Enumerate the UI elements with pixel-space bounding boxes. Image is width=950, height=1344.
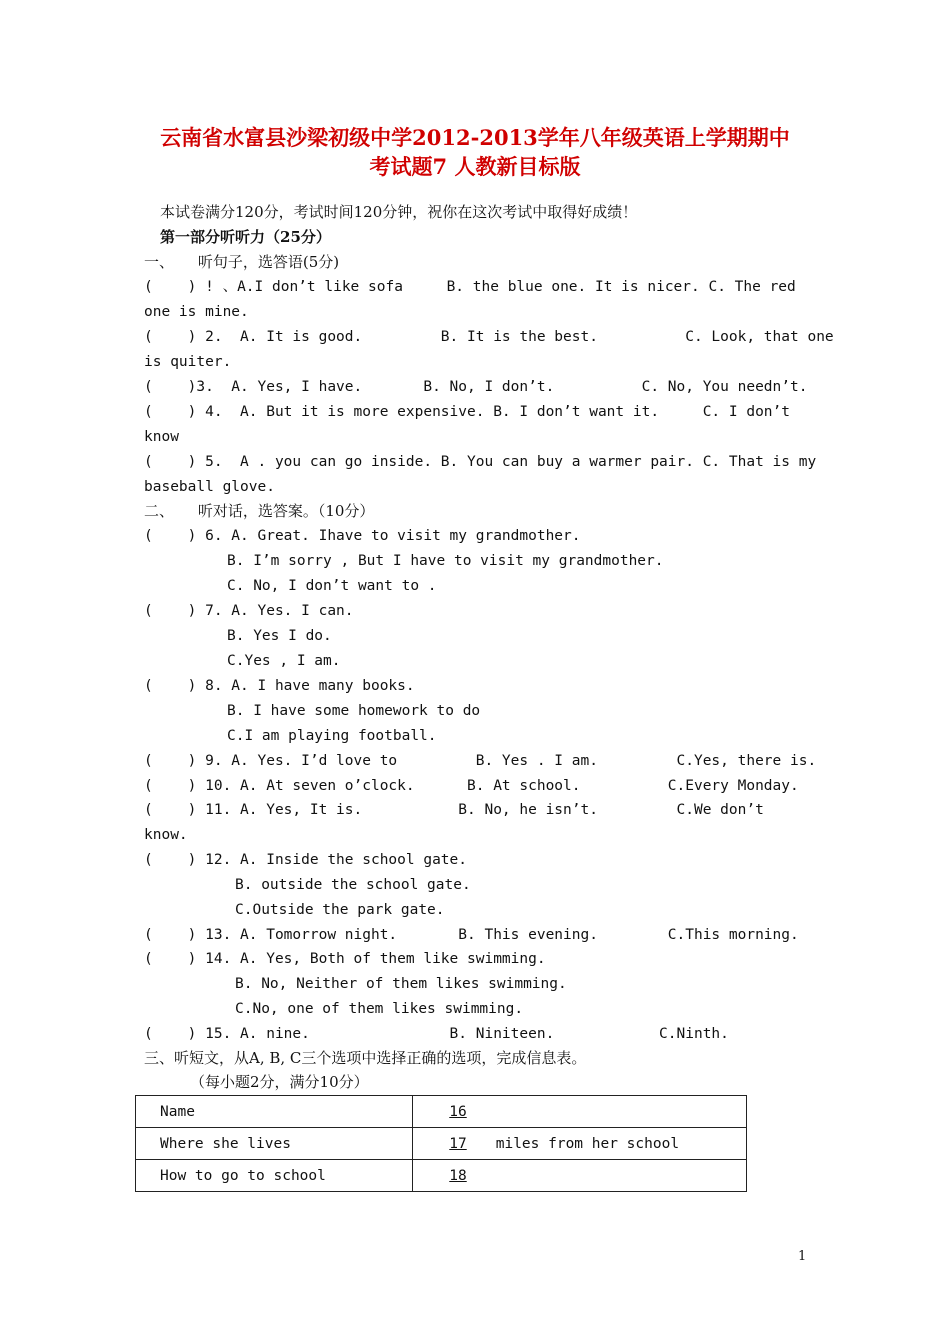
question-line: ( ) 10. A. At seven o’clock. B. At school. C.Every Monday. (144, 778, 799, 794)
question-line: know. (144, 827, 188, 843)
table-label: Name (136, 1096, 413, 1128)
question-line: ( ) 13. A. Tomorrow night. B. This evening. C.This morning. (144, 927, 799, 943)
table-row (136, 1160, 747, 1192)
option-line: B. outside the school gate. (235, 877, 471, 893)
table-value (413, 1128, 747, 1160)
question-line: ( ) 15. A. nine. B. Niniteen. C.Ninth. (144, 1026, 729, 1042)
table-label: How to go to school (136, 1160, 413, 1192)
question-line: ( ) 2. A. It is good. B. It is the best. C. Look, that one (144, 329, 834, 345)
question-line: ( ) 14. A. Yes, Both of them like swimming. (144, 951, 546, 967)
table-label: Where she lives (136, 1128, 413, 1160)
option-line: C.I am playing football. (227, 728, 437, 744)
question-line: baseball glove. (144, 479, 275, 495)
info-table (135, 1095, 747, 1192)
question-line: ( ) 5. A . you can go inside. B. You can buy a warmer pair. C. That is my (144, 454, 817, 470)
question-line: is quiter. (144, 354, 232, 370)
answer-blank: 17 (449, 1135, 467, 1152)
table-row (136, 1128, 747, 1160)
section3-note: （每小题2分，满分10分） (190, 1073, 369, 1091)
part1-heading: 第一部分听听力（25分） (160, 228, 331, 246)
question-line: ( ) ! 、A.I don’t like sofa B. the blue one. It is nicer. C. The red (144, 279, 796, 295)
question-line: ( ) 8. A. I have many books. (144, 678, 415, 694)
question-line: ( ) 7. A. Yes. I can. (144, 603, 354, 619)
answer-blank: 16 (449, 1103, 467, 1120)
option-line: C. No, I don’t want to . (227, 578, 437, 594)
question-line: ( ) 11. A. Yes, It is. B. No, he isn’t. C.We don’t (144, 802, 764, 818)
page-number: 1 (798, 1249, 807, 1264)
doc-title-line-2: 考试题7 人教新目标版 (369, 154, 581, 179)
option-line: C.Outside the park gate. (235, 902, 445, 918)
option-line: C.Yes , I am. (227, 653, 341, 669)
option-line: B. I’m sorry , But I have to visit my grandmother. (227, 553, 664, 569)
section2-heading: 二、 听对话，选答案。（10分） (144, 502, 375, 520)
table-value (413, 1096, 747, 1128)
intro-text: 本试卷满分120分，考试时间120分钟，祝你在这次考试中取得好成绩！ (160, 203, 638, 221)
question-line: know (144, 429, 179, 445)
option-line: B. No, Neither of them likes swimming. (235, 976, 567, 992)
option-line: B. Yes I do. (227, 628, 332, 644)
question-line: ( ) 4. A. But it is more expensive. B. I don’t want it. C. I don’t (144, 404, 791, 420)
question-line: one is mine. (144, 304, 249, 320)
section1-heading: 一、 听句子，选答语(5分) (144, 253, 340, 271)
section3-heading: 三、听短文，从A, B, C三个选项中选择正确的选项，完成信息表。 (144, 1049, 587, 1067)
question-line: ( )3. A. Yes, I have. B. No, I don’t. C. No, You needn’t. (144, 379, 808, 395)
answer-blank: 18 (449, 1167, 467, 1184)
table-value (413, 1160, 747, 1192)
question-line: ( ) 12. A. Inside the school gate. (144, 852, 468, 868)
question-line: ( ) 6. A. Great. Ihave to visit my grandmother. (144, 528, 581, 544)
question-line: ( ) 9. A. Yes. I’d love to B. Yes . I am. C.Yes, there is. (144, 753, 817, 769)
table-row (136, 1096, 747, 1128)
option-line: C.No, one of them likes swimming. (235, 1001, 524, 1017)
option-line: B. I have some homework to do (227, 703, 481, 719)
doc-title-line-1: 云南省水富县沙梁初级中学2012-2013学年八年级英语上学期期中 (160, 125, 790, 150)
value-suffix: miles from her school (487, 1135, 680, 1152)
